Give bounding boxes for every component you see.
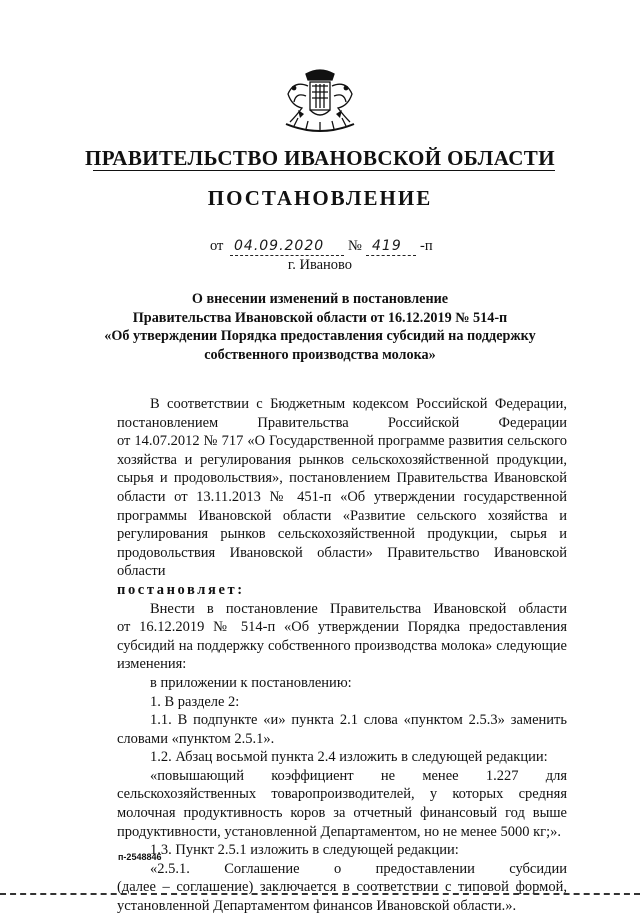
body-line: сырья и продовольствия», постановлением Правительства Ивановской xyxy=(117,470,567,487)
resolves-word: постановляет: xyxy=(117,581,245,598)
body-line: области от 13.11.2013 № 451-п «Об утверждении государственной xyxy=(117,488,567,505)
body-line: сельскохозяйственных товаропроизводителей, у которых средняя xyxy=(117,786,567,803)
document-body xyxy=(117,395,567,916)
body-line: 1.3. Пункт 2.5.1 изложить в следующей редакции: xyxy=(150,842,459,859)
number-underline xyxy=(366,255,416,256)
number-suffix: -п xyxy=(420,238,433,254)
from-label: от xyxy=(210,238,224,254)
body-line: (далее – соглашение) заключается в соответствии с типовой формой, xyxy=(117,879,567,896)
number-label: № xyxy=(348,238,362,254)
body-line: В соответствии с Бюджетным кодексом Российской Федерации, xyxy=(150,396,567,412)
date-underline xyxy=(230,255,344,256)
body-line: молочная продуктивность коров за отчетный финансовый год выше xyxy=(117,805,567,822)
body-line: в приложении к постановлению: xyxy=(150,674,352,691)
subject-line: О внесении изменений в постановление xyxy=(191,291,449,307)
document-type: ПОСТАНОВЛЕНИЕ xyxy=(207,186,433,210)
page-bottom-edge xyxy=(0,893,640,895)
body-line: программы Ивановской области «Развитие сельского хозяйства и xyxy=(117,507,567,524)
body-line: продовольствия Ивановской области» Правительство Ивановской области xyxy=(117,544,567,580)
body-line: продуктивности, установленной Департаментом, но не менее 5000 кг;». xyxy=(117,823,562,840)
city: г. Иваново xyxy=(287,257,353,273)
body-line: 1.2. Абзац восьмой пункта 2.4 изложить в следующей редакции: xyxy=(150,749,548,766)
body-line: Внести в постановление Правительства Ивановской области xyxy=(150,600,567,617)
document-code: п-2548846 xyxy=(118,852,162,862)
body-line: постановлением Правительства Российской Федерации xyxy=(117,414,567,431)
government-title: ПРАВИТЕЛЬСТВО ИВАНОВСКОЙ ОБЛАСТИ xyxy=(85,146,555,170)
subject-line: «Об утверждении Порядка предоставления субсидий на поддержку xyxy=(104,328,536,344)
body-line: от 14.07.2012 № 717 «О Государственной программе развития сельского xyxy=(117,433,567,450)
body-line: словами «пунктом 2.5.1». xyxy=(117,730,275,747)
document-subject xyxy=(90,290,550,364)
coat-of-arms-emblem xyxy=(276,66,364,136)
body-line: установленной Департаментом финансов Ивановской области.». xyxy=(117,898,517,915)
body-line: регулирования рынков сельскохозяйственной продукции, сырья и xyxy=(117,526,567,543)
subject-line: собственного производства молока» xyxy=(204,346,436,363)
body-line: субсидий на поддержку собственного производства молока» следующие xyxy=(117,637,567,654)
body-line: «повышающий коэффициент не менее 1.227 для xyxy=(150,767,567,784)
body-line: хозяйства и регулирования рынков сельскохозяйственной продукции, xyxy=(117,451,567,468)
document-date: 04.09.2020 xyxy=(234,238,325,254)
body-line: от 16.12.2019 № 514-п «Об утверждении Порядка предоставления xyxy=(117,619,567,636)
body-line: 1. В разделе 2: xyxy=(150,693,240,710)
body-line: 1.1. В подпункте «и» пункта 2.1 слова «пунктом 2.5.3» заменить xyxy=(150,712,567,729)
body-line: изменения: xyxy=(117,656,187,673)
body-line: «2.5.1. Соглашение о предоставлении субсидии xyxy=(150,860,567,877)
document-number: 419 xyxy=(372,238,402,254)
title-underline xyxy=(93,170,555,171)
subject-line: Правительства Ивановской области от 16.12.2019 № 514-п xyxy=(132,309,508,326)
